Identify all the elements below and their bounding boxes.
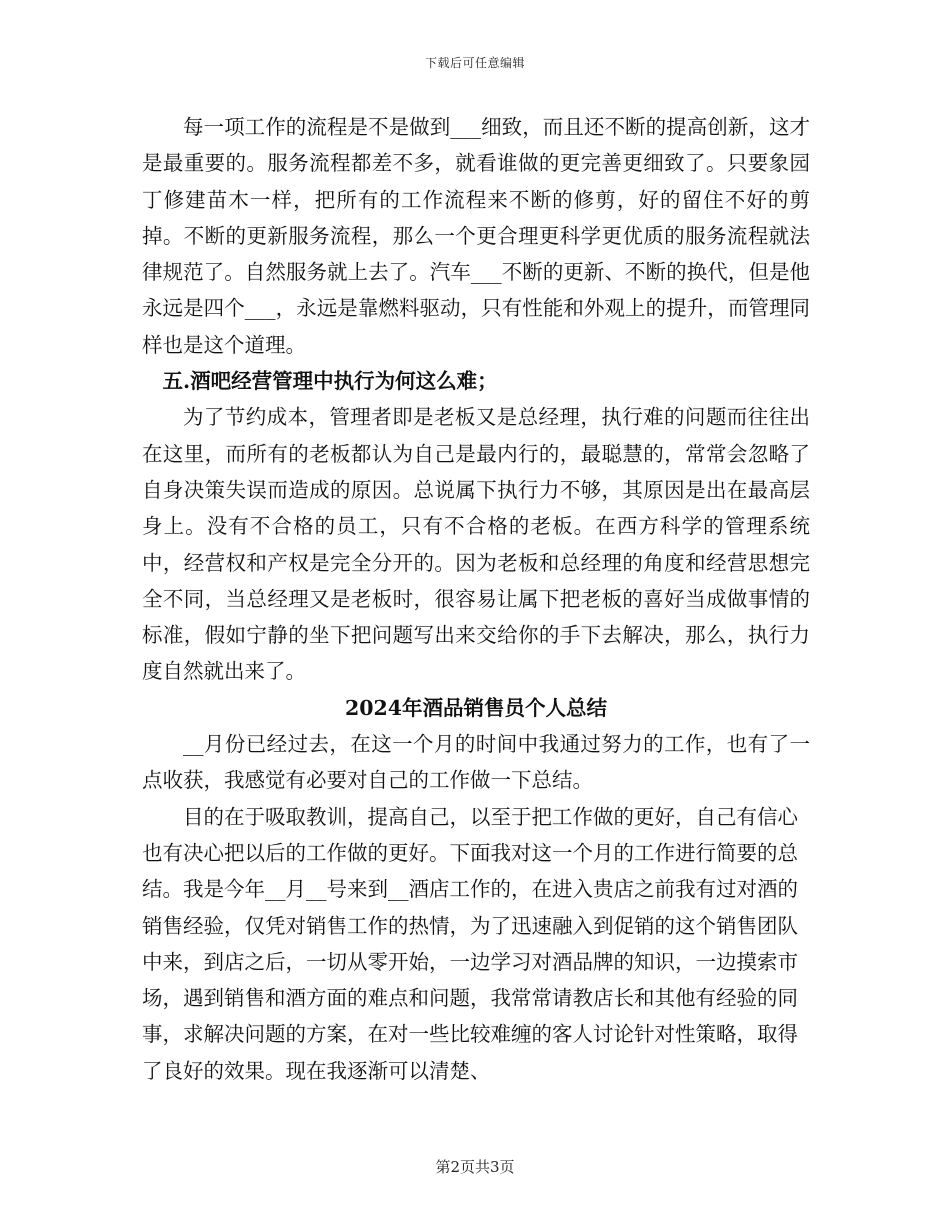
paragraph-workflow: 每一项工作的流程是不是做到___细致，而且还不断的提高创新，这才是最重要的。服务流程都差不多，就看谁做的更完善更细致了。只要象园丁修建苗木一样，把所有的工作流程来不断的修剪，好的留住不好的剪掉。不断的更新服务流程，那么一个更合理更科学更优质的服务流程就法律规范了。自然服务就上去了。汽车___不断的更新、不断的换代，但是他永远是四个___，永远是靠燃料驱动，只有性能和外观上的提升，而管理同样也是这个道理。 [142,115,810,357]
page-footer-number: 第2页共3页 [435,1158,515,1176]
paragraph-summary: 目的在于吸取教训，提高自己，以至于把工作做的更好，自己有信心也有决心把以后的工作做的更好。下面我对这一个月的工作进行简要的总结。我是今年__月__号来到__酒店工作的，在进入贵店之前我有过对酒的销售经验，仅凭对销售工作的热情，为了迅速融入到促销的这个销售团队中来，到店之后，一切从零开始，一边学习对酒品牌的知识，一边摸索市场，遇到销售和酒方面的难点和问题，我常常请教店长和其他有经验的同事，求解决问题的方案，在对一些比较难缠的客人讨论针对性策略，取得了良好的效果。现在我逐渐可以清楚、 [142,804,798,1083]
document-title: 2024年酒品销售员个人总结 [344,695,608,720]
paragraph-intro: __月份已经过去，在这一个月的时间中我通过努力的工作，也有了一点收获，我感觉有必要对自己的工作做一下总结。 [142,732,810,793]
section-heading-5: 五.酒吧经营管理中执行为何这么难； [162,369,498,394]
paragraph-execution: 为了节约成本，管理者即是老板又是总经理，执行难的问题而往往出在这里，而所有的老板都认为自己是最内行的，最聪慧的，常常会忽略了自身决策失误而造成的原因。总说属下执行力不够，其原因是出在最高层身上。没有不合格的员工，只有不合格的老板。在西方科学的管理系统中，经营权和产权是完全分开的。因为老板和总经理的角度和经营思想完全不同，当总经理又是老板时，很容易让属下把老板的喜好当成做事情的标准，假如宁静的坐下把问题写出来交给你的手下去解决，那么，执行力度自然就出来了。 [142,405,810,684]
page-header-note: 下载后可任意编辑 [424,56,525,70]
document-body [142,109,810,1089]
